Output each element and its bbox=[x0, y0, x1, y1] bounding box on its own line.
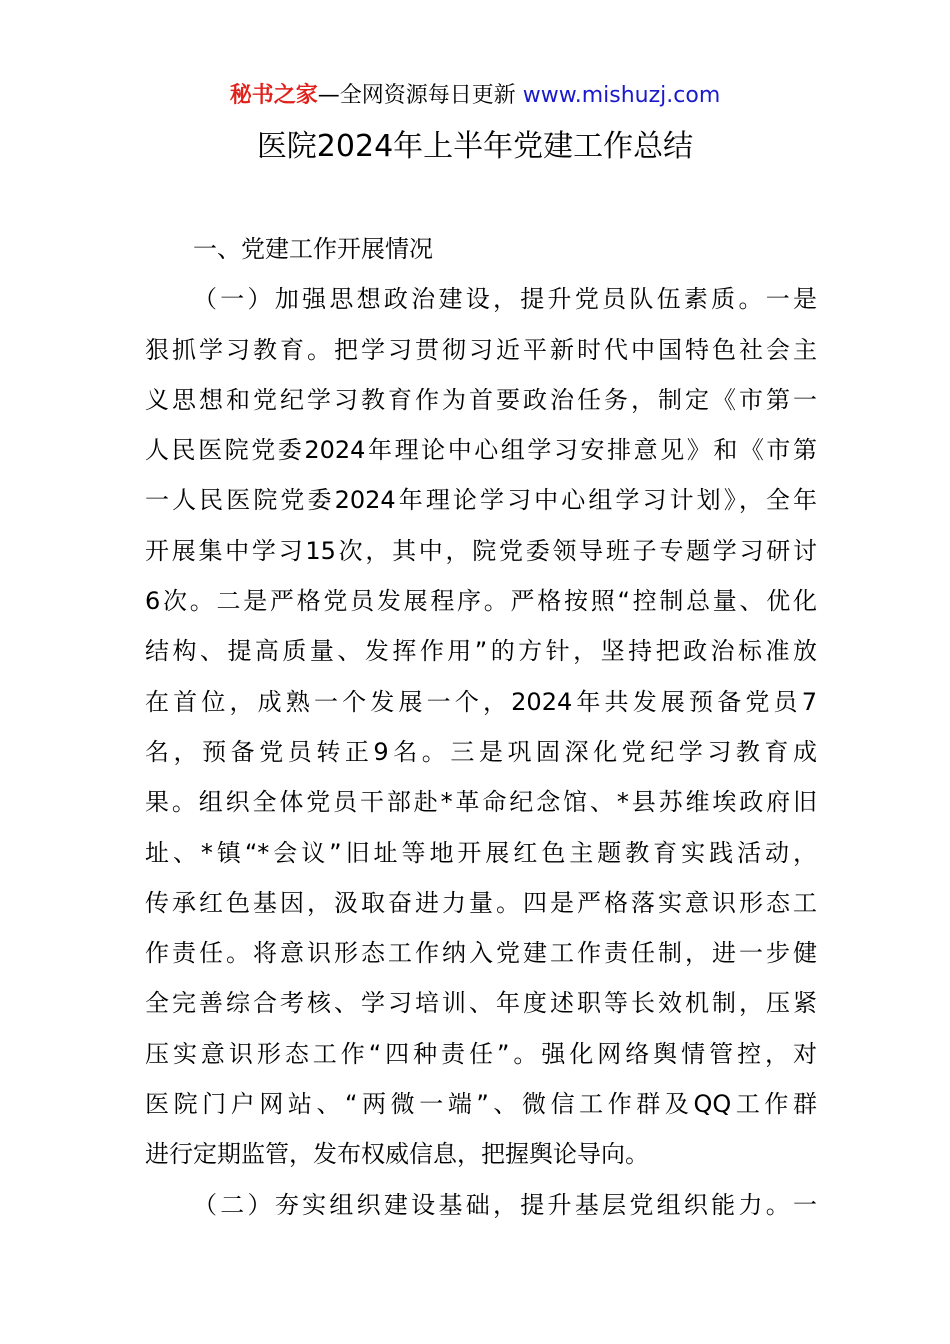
paragraph-line: （一）加强思想政治建设，提升党员队伍素质。一是 bbox=[193, 285, 817, 314]
paragraph-line: 址、*镇“*会议”旧址等地开展红色主题教育实践活动， bbox=[145, 838, 817, 867]
paragraph-line: 全完善综合考核、学习培训、年度述职等长效机制，压紧 bbox=[145, 989, 817, 1018]
paragraph-line: 结构、提高质量、发挥作用”的方针，坚持把政治标准放 bbox=[145, 637, 817, 666]
document-body bbox=[145, 224, 817, 1230]
paragraph-line: 在首位，成熟一个发展一个，2024年共发展预备党员7 bbox=[145, 687, 817, 716]
paragraph-line: 开展集中学习15次，其中，院党委领导班子专题学习研讨 bbox=[145, 536, 817, 565]
site-header bbox=[0, 80, 950, 112]
paragraph-line: 人民医院党委2024年理论中心组学习安排意见》和《市第 bbox=[145, 436, 817, 465]
paragraph-line: （二）夯实组织建设基础，提升基层党组织能力。一 bbox=[193, 1190, 817, 1219]
paragraph-line: 一人民医院党委2024年理论学习中心组学习计划》，全年 bbox=[145, 486, 817, 515]
document-title: 医院2024年上半年党建工作总结 bbox=[256, 129, 694, 164]
paragraph-line: 狠抓学习教育。把学习贯彻习近平新时代中国特色社会主 bbox=[145, 335, 817, 364]
paragraph-line: 名，预备党员转正9名。三是巩固深化党纪学习教育成 bbox=[145, 737, 817, 766]
paragraph-line: 义思想和党纪学习教育作为首要政治任务，制定《市第一 bbox=[145, 385, 817, 414]
site-tagline: —全网资源每日更新 bbox=[317, 83, 523, 108]
paragraph-line: 6次。二是严格党员发展程序。严格按照“控制总量、优化 bbox=[145, 587, 817, 616]
section-heading: 一、党建工作开展情况 bbox=[193, 235, 433, 263]
paragraph-line: 进行定期监管，发布权威信息，把握舆论导向。 bbox=[145, 1140, 649, 1169]
paragraph-line: 压实意识形态工作“四种责任”。强化网络舆情管控，对 bbox=[145, 1039, 817, 1068]
paragraph-line: 作责任。将意识形态工作纳入党建工作责任制，进一步健 bbox=[145, 939, 817, 968]
paragraph-line: 果。组织全体党员干部赴*革命纪念馆、*县苏维埃政府旧 bbox=[145, 788, 817, 817]
site-url-link[interactable]: www.mishuzj.com bbox=[522, 83, 721, 108]
paragraph-line: 传承红色基因，汲取奋进力量。四是严格落实意识形态工 bbox=[145, 888, 817, 917]
paragraph-line: 医院门户网站、“两微一端”、微信工作群及QQ工作群 bbox=[145, 1090, 817, 1119]
brand-name: 秘书之家 bbox=[229, 83, 318, 108]
